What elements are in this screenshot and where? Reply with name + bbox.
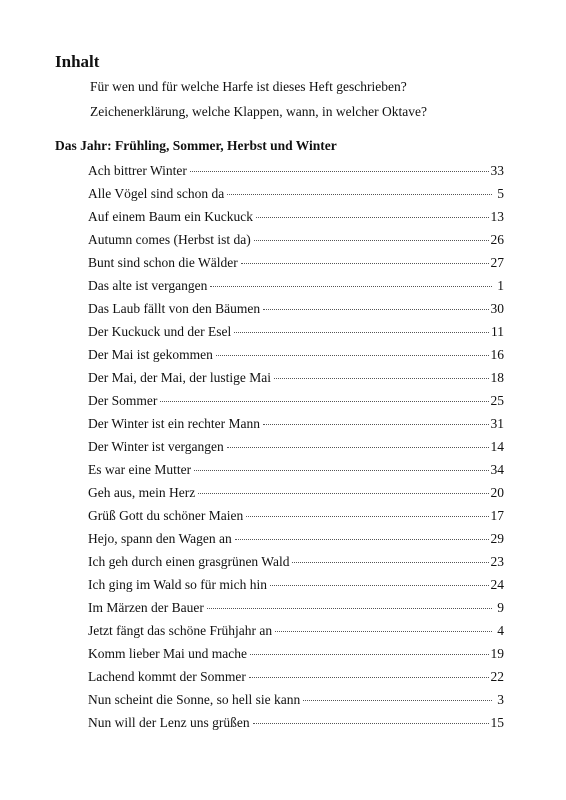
toc-entry-title: Hejo, spann den Wagen an <box>88 531 232 546</box>
toc-entry-page-number: 5 <box>497 186 504 201</box>
dot-leader <box>210 286 492 287</box>
dot-leader <box>253 723 489 724</box>
toc-entry-title: Nun will der Lenz uns grüßen <box>88 715 250 730</box>
dot-leader <box>292 562 488 563</box>
toc-entry[interactable] <box>88 462 504 485</box>
toc-entry-page-number: 20 <box>490 485 504 500</box>
toc-entry-page-number: 29 <box>490 531 504 546</box>
toc-entry-title: Der Winter ist vergangen <box>88 439 224 454</box>
toc-entry-title: Ach bittrer Winter <box>88 163 187 178</box>
toc-entry-title: Es war eine Mutter <box>88 462 192 477</box>
toc-entry-title: Das alte ist vergangen <box>88 278 208 293</box>
dot-leader <box>270 585 488 586</box>
toc-entry-title: Im Märzen der Bauer <box>88 600 204 615</box>
page-heading: Inhalt <box>55 52 100 71</box>
toc-entry-page-number: 23 <box>490 554 504 569</box>
toc-entry-page-number: 22 <box>490 669 504 684</box>
toc-entry-page-number: 25 <box>490 393 504 408</box>
toc-entry-page-number: 16 <box>490 347 504 362</box>
toc-entry-title: Der Sommer <box>88 393 158 408</box>
toc-entry[interactable] <box>88 347 504 370</box>
dot-leader <box>254 240 489 241</box>
toc-entry[interactable] <box>88 623 504 646</box>
toc-entry-title: Ich ging im Wald so für mich hin <box>88 577 268 592</box>
dot-leader <box>207 608 492 609</box>
toc-entry[interactable] <box>88 255 504 278</box>
toc-entry[interactable] <box>88 209 504 232</box>
dot-leader <box>190 171 489 172</box>
dot-leader <box>227 194 492 195</box>
toc-entry-title: Alle Vögel sind schon da <box>88 186 225 201</box>
toc-entry-page-number: 31 <box>490 416 504 431</box>
dot-leader <box>263 424 488 425</box>
toc-entry-page-number: 17 <box>490 508 504 523</box>
toc-entry[interactable] <box>88 416 504 439</box>
toc-entry[interactable] <box>88 186 504 209</box>
toc-entry-page-number: 3 <box>497 692 504 707</box>
toc-entry-title: Jetzt fängt das schöne Frühjahr an <box>88 623 273 638</box>
toc-entry-page-number: 18 <box>490 370 504 385</box>
toc-entry-page-number: 11 <box>491 324 504 339</box>
toc-entry[interactable] <box>88 324 504 347</box>
toc-entry[interactable] <box>88 278 504 301</box>
dot-leader <box>216 355 489 356</box>
dot-leader <box>227 447 489 448</box>
dot-leader <box>274 378 489 379</box>
toc-entry-page-number: 27 <box>490 255 504 270</box>
toc-entry-title: Komm lieber Mai und mache <box>88 646 247 661</box>
toc-entry-page-number: 1 <box>497 278 504 293</box>
toc-entry-page-number: 14 <box>490 439 504 454</box>
toc-entry-page-number: 34 <box>490 462 504 477</box>
toc-entry-title: Lachend kommt der Sommer <box>88 669 246 684</box>
toc-entry-page-number: 26 <box>490 232 504 247</box>
dot-leader <box>241 263 489 264</box>
dot-leader <box>256 217 489 218</box>
toc-entry-title: Bunt sind schon die Wälder <box>88 255 238 270</box>
toc-entry[interactable] <box>88 485 504 508</box>
toc-entry-page-number: 24 <box>490 577 504 592</box>
dot-leader <box>263 309 488 310</box>
toc-entry-title: Ich geh durch einen grasgrünen Wald <box>88 554 290 569</box>
dot-leader <box>194 470 488 471</box>
toc-entry-title: Der Winter ist ein rechter Mann <box>88 416 261 431</box>
dot-leader <box>198 493 488 494</box>
dot-leader <box>275 631 492 632</box>
toc-entry-title: Auf einem Baum ein Kuckuck <box>88 209 253 224</box>
toc-entry-page-number: 13 <box>490 209 504 224</box>
section-title: Das Jahr: Frühling, Sommer, Herbst und Winter <box>55 138 337 153</box>
toc-entry[interactable] <box>88 669 504 692</box>
toc-entry[interactable] <box>88 692 504 715</box>
toc-entry[interactable] <box>88 554 504 577</box>
toc-entry-title: Der Kuckuck und der Esel <box>88 324 232 339</box>
dot-leader <box>160 401 488 402</box>
toc-entry-title: Autumn comes (Herbst ist da) <box>88 232 251 247</box>
toc-entry[interactable] <box>88 393 504 416</box>
toc-entry-title: Der Mai ist gekommen <box>88 347 213 362</box>
intro-line: Für wen und für welche Harfe ist dieses Heft geschrieben? <box>90 79 407 94</box>
intro-line: Zeichenerklärung, welche Klappen, wann, in welcher Oktave? <box>90 104 427 119</box>
toc-entry-title: Geh aus, mein Herz <box>88 485 196 500</box>
toc-entry[interactable] <box>88 646 504 669</box>
toc-entry[interactable] <box>88 232 504 255</box>
toc-entry[interactable] <box>88 508 504 531</box>
toc-entry[interactable] <box>88 715 504 738</box>
toc-entry-page-number: 30 <box>490 301 504 316</box>
toc-entry[interactable] <box>88 439 504 462</box>
table-of-contents <box>88 163 504 738</box>
toc-entry[interactable] <box>88 163 504 186</box>
toc-entry-page-number: 9 <box>497 600 504 615</box>
dot-leader <box>250 654 489 655</box>
dot-leader <box>234 332 489 333</box>
toc-entry-page-number: 19 <box>490 646 504 661</box>
dot-leader <box>249 677 489 678</box>
toc-entry[interactable] <box>88 301 504 324</box>
toc-entry-page-number: 4 <box>497 623 504 638</box>
toc-entry[interactable] <box>88 600 504 623</box>
toc-entry[interactable] <box>88 370 504 393</box>
toc-entry-title: Nun scheint die Sonne, so hell sie kann <box>88 692 301 707</box>
toc-entry-title: Das Laub fällt von den Bäumen <box>88 301 261 316</box>
dot-leader <box>303 700 492 701</box>
toc-entry-title: Der Mai, der Mai, der lustige Mai <box>88 370 271 385</box>
dot-leader <box>235 539 489 540</box>
dot-leader <box>246 516 488 517</box>
toc-entry-title: Grüß Gott du schöner Maien <box>88 508 244 523</box>
toc-entry-page-number: 15 <box>490 715 504 730</box>
toc-entry[interactable] <box>88 577 504 600</box>
toc-entry-page-number: 33 <box>490 163 504 178</box>
toc-entry[interactable] <box>88 531 504 554</box>
